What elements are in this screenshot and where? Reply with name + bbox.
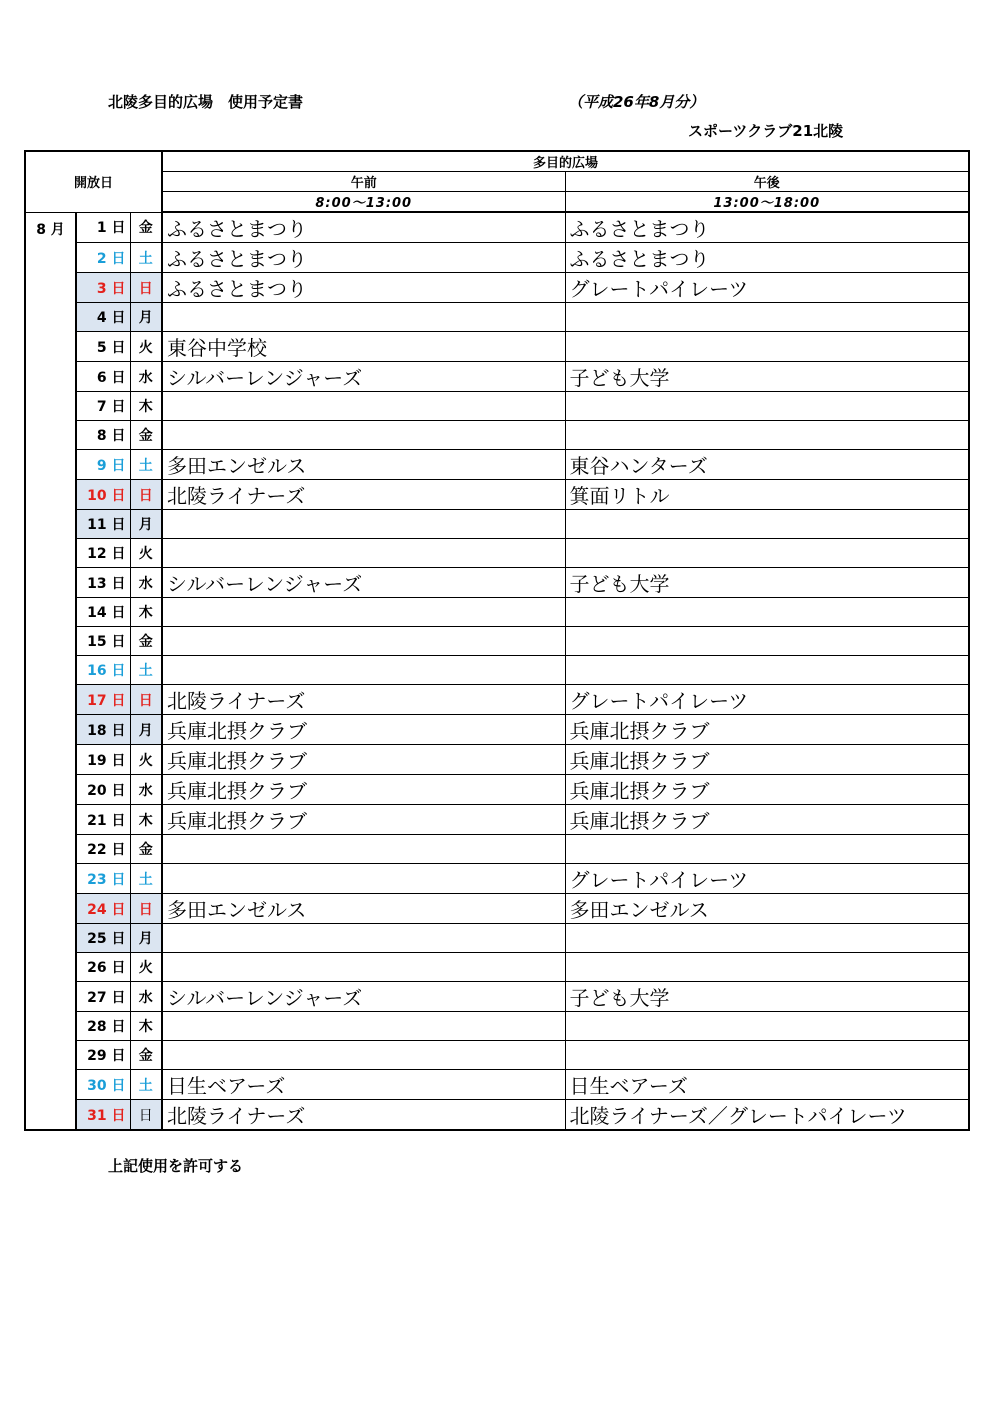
table-row (25, 568, 969, 598)
approval-note: 上記使用を許可する (108, 1157, 244, 1175)
day-number-cell (76, 598, 130, 627)
morning-header: 午前 (162, 172, 565, 192)
morning-booking (162, 421, 565, 450)
morning-booking (162, 392, 565, 421)
morning-booking (162, 627, 565, 656)
morning-booking (162, 924, 565, 953)
day-number-cell (76, 273, 130, 303)
day-suffix: 日 (111, 1107, 126, 1124)
day-suffix: 日 (111, 250, 126, 267)
afternoon-booking (565, 539, 969, 568)
day-suffix: 日 (111, 722, 126, 739)
day-number-cell (76, 568, 130, 598)
afternoon-booking: 兵庫北摂クラブ (565, 775, 969, 805)
day-number: 25 (87, 931, 107, 947)
document-title: 北陵多目的広場 使用予定書 (108, 93, 304, 111)
day-suffix: 日 (111, 1048, 126, 1064)
day-number-cell (76, 539, 130, 568)
day-number-cell (76, 392, 130, 421)
afternoon-booking (565, 1041, 969, 1070)
day-number: 18 (87, 722, 107, 739)
table-row (25, 627, 969, 656)
open-day-header: 開放日 (25, 151, 162, 212)
day-number-cell (76, 894, 130, 924)
day-of-week: 土 (130, 864, 162, 894)
afternoon-booking (565, 392, 969, 421)
day-suffix: 日 (111, 960, 126, 976)
afternoon-booking (565, 332, 969, 362)
afternoon-booking (565, 627, 969, 656)
table-row (25, 212, 969, 243)
day-number: 16 (87, 663, 107, 679)
afternoon-booking: 兵庫北摂クラブ (565, 715, 969, 745)
day-number-cell (76, 212, 130, 243)
day-number: 30 (87, 1077, 107, 1094)
day-of-week: 火 (130, 539, 162, 568)
table-row (25, 273, 969, 303)
morning-booking (162, 1041, 565, 1070)
day-suffix: 日 (111, 369, 126, 386)
day-number: 8 (96, 428, 107, 444)
morning-booking: シルバーレンジャーズ (162, 362, 565, 392)
day-number: 4 (96, 310, 107, 326)
morning-booking (162, 1012, 565, 1041)
table-row (25, 480, 969, 510)
day-number-cell (76, 924, 130, 953)
morning-booking (162, 656, 565, 685)
day-number-cell (76, 362, 130, 392)
day-number-cell (76, 627, 130, 656)
day-suffix: 日 (111, 517, 126, 533)
day-suffix: 日 (111, 575, 126, 592)
day-number-cell (76, 450, 130, 480)
morning-booking: 兵庫北摂クラブ (162, 715, 565, 745)
table-row (25, 1070, 969, 1100)
day-suffix: 日 (111, 1077, 126, 1094)
day-of-week: 水 (130, 982, 162, 1012)
header-row-period (25, 172, 969, 192)
day-number: 9 (96, 457, 107, 474)
morning-booking (162, 510, 565, 539)
morning-booking (162, 953, 565, 982)
afternoon-time-header: 13:00〜18:00 (565, 192, 969, 213)
day-of-week: 金 (130, 627, 162, 656)
day-number: 20 (87, 782, 107, 799)
morning-booking: 日生ベアーズ (162, 1070, 565, 1100)
day-number: 22 (87, 842, 107, 858)
afternoon-booking: 兵庫北摂クラブ (565, 805, 969, 835)
day-of-week: 金 (130, 835, 162, 864)
day-number-cell (76, 805, 130, 835)
day-number: 26 (87, 960, 107, 976)
day-suffix: 日 (111, 487, 126, 504)
day-of-week: 金 (130, 212, 162, 243)
afternoon-booking: 兵庫北摂クラブ (565, 745, 969, 775)
day-number: 19 (87, 752, 107, 769)
day-number-cell (76, 775, 130, 805)
morning-booking (162, 539, 565, 568)
day-number-cell (76, 480, 130, 510)
header-row-time (25, 192, 969, 213)
day-suffix: 日 (111, 931, 126, 947)
table-row (25, 450, 969, 480)
day-number-cell (76, 510, 130, 539)
day-suffix: 日 (111, 457, 126, 474)
morning-booking: ふるさとまつり (162, 273, 565, 303)
day-of-week: 月 (130, 303, 162, 332)
morning-booking: ふるさとまつり (162, 212, 565, 243)
day-number-cell (76, 835, 130, 864)
afternoon-booking: 多田エンゼルス (565, 894, 969, 924)
morning-booking: 北陵ライナーズ (162, 480, 565, 510)
table-row (25, 745, 969, 775)
table-row (25, 303, 969, 332)
day-suffix: 日 (111, 692, 126, 709)
day-suffix: 日 (111, 812, 126, 829)
day-number-cell (76, 715, 130, 745)
day-suffix: 日 (111, 339, 126, 356)
day-number-cell (76, 953, 130, 982)
day-of-week: 月 (130, 715, 162, 745)
schedule-table (24, 150, 970, 1131)
morning-booking: 兵庫北摂クラブ (162, 805, 565, 835)
morning-booking: シルバーレンジャーズ (162, 982, 565, 1012)
day-of-week: 木 (130, 392, 162, 421)
day-suffix: 日 (111, 546, 126, 562)
day-number: 5 (96, 339, 107, 356)
day-of-week: 水 (130, 362, 162, 392)
day-suffix: 日 (111, 634, 126, 650)
day-suffix: 日 (111, 399, 126, 415)
afternoon-booking: 箕面リトル (565, 480, 969, 510)
morning-booking (162, 864, 565, 894)
day-number-cell (76, 1070, 130, 1100)
day-number: 11 (87, 517, 107, 533)
organization-name: スポーツクラブ21北陵 (688, 122, 844, 140)
day-of-week: 火 (130, 745, 162, 775)
day-number: 3 (96, 280, 107, 297)
day-suffix: 日 (111, 901, 126, 918)
day-number-cell (76, 332, 130, 362)
afternoon-booking: 子ども大学 (565, 568, 969, 598)
day-number: 15 (87, 634, 107, 650)
day-number: 28 (87, 1019, 107, 1035)
table-row (25, 864, 969, 894)
afternoon-booking: 子ども大学 (565, 362, 969, 392)
day-number: 12 (87, 546, 107, 562)
table-row (25, 805, 969, 835)
facility-header: 多目的広場 (162, 151, 969, 172)
day-of-week: 火 (130, 332, 162, 362)
document-period: （平成26年8月分） (568, 93, 705, 111)
day-of-week: 月 (130, 924, 162, 953)
table-row (25, 924, 969, 953)
day-of-week: 土 (130, 243, 162, 273)
day-of-week: 日 (130, 273, 162, 303)
day-number-cell (76, 1012, 130, 1041)
header-row-facility (25, 151, 969, 172)
day-of-week: 水 (130, 568, 162, 598)
day-of-week: 木 (130, 1012, 162, 1041)
morning-booking: 北陵ライナーズ (162, 1100, 565, 1131)
table-row (25, 656, 969, 685)
day-number: 31 (87, 1107, 107, 1124)
day-suffix: 日 (111, 310, 126, 326)
day-of-week: 日 (130, 685, 162, 715)
day-suffix: 日 (111, 663, 126, 679)
day-suffix: 日 (111, 220, 126, 237)
morning-booking: シルバーレンジャーズ (162, 568, 565, 598)
day-number: 2 (96, 250, 107, 267)
day-number-cell (76, 745, 130, 775)
day-number-cell (76, 421, 130, 450)
afternoon-booking (565, 924, 969, 953)
day-number: 17 (87, 692, 107, 709)
day-of-week: 日 (130, 894, 162, 924)
day-of-week: 土 (130, 656, 162, 685)
afternoon-booking: ふるさとまつり (565, 243, 969, 273)
afternoon-booking: 子ども大学 (565, 982, 969, 1012)
day-number-cell (76, 864, 130, 894)
day-suffix: 日 (111, 989, 126, 1006)
afternoon-booking: グレートパイレーツ (565, 273, 969, 303)
day-of-week: 水 (130, 775, 162, 805)
afternoon-booking (565, 421, 969, 450)
table-row (25, 775, 969, 805)
day-suffix: 日 (111, 842, 126, 858)
day-of-week: 土 (130, 1070, 162, 1100)
afternoon-booking: 日生ベアーズ (565, 1070, 969, 1100)
day-number-cell (76, 243, 130, 273)
day-number: 29 (87, 1048, 107, 1064)
day-number: 10 (87, 487, 107, 504)
day-of-week: 木 (130, 598, 162, 627)
day-number-cell (76, 303, 130, 332)
day-of-week: 土 (130, 450, 162, 480)
afternoon-booking: ふるさとまつり (565, 212, 969, 243)
table-row (25, 894, 969, 924)
morning-booking (162, 303, 565, 332)
day-suffix: 日 (111, 871, 126, 888)
day-number-cell (76, 656, 130, 685)
month-cell: 8 月 (25, 212, 76, 1130)
day-number-cell (76, 685, 130, 715)
table-row (25, 243, 969, 273)
morning-booking (162, 835, 565, 864)
table-row (25, 715, 969, 745)
day-number: 6 (96, 369, 107, 386)
table-row (25, 982, 969, 1012)
table-row (25, 1041, 969, 1070)
day-of-week: 日 (130, 480, 162, 510)
day-number: 24 (87, 901, 107, 918)
day-of-week: 金 (130, 1041, 162, 1070)
morning-booking: 多田エンゼルス (162, 894, 565, 924)
day-number: 27 (87, 989, 107, 1006)
day-suffix: 日 (111, 782, 126, 799)
day-number: 23 (87, 871, 107, 888)
table-row (25, 598, 969, 627)
table-row (25, 539, 969, 568)
morning-booking: 兵庫北摂クラブ (162, 745, 565, 775)
table-row (25, 510, 969, 539)
day-number: 21 (87, 812, 107, 829)
day-number-cell (76, 982, 130, 1012)
day-of-week: 月 (130, 510, 162, 539)
day-suffix: 日 (111, 428, 126, 444)
day-suffix: 日 (111, 280, 126, 297)
afternoon-header: 午後 (565, 172, 969, 192)
day-of-week: 日 (130, 1100, 162, 1131)
morning-booking: ふるさとまつり (162, 243, 565, 273)
day-of-week: 木 (130, 805, 162, 835)
afternoon-booking (565, 598, 969, 627)
day-of-week: 火 (130, 953, 162, 982)
table-row (25, 685, 969, 715)
afternoon-booking (565, 303, 969, 332)
morning-booking: 北陵ライナーズ (162, 685, 565, 715)
morning-time-header: 8:00〜13:00 (162, 192, 565, 213)
day-number-cell (76, 1041, 130, 1070)
day-suffix: 日 (111, 605, 126, 621)
morning-booking: 東谷中学校 (162, 332, 565, 362)
morning-booking: 兵庫北摂クラブ (162, 775, 565, 805)
day-number: 1 (96, 220, 107, 237)
table-row (25, 332, 969, 362)
table-row (25, 1100, 969, 1131)
morning-booking (162, 598, 565, 627)
day-suffix: 日 (111, 1019, 126, 1035)
table-row (25, 1012, 969, 1041)
afternoon-booking (565, 835, 969, 864)
day-number: 7 (96, 399, 107, 415)
afternoon-booking: 北陵ライナーズ／グレートパイレーツ (565, 1100, 969, 1131)
table-row (25, 835, 969, 864)
afternoon-booking (565, 953, 969, 982)
table-row (25, 953, 969, 982)
afternoon-booking (565, 656, 969, 685)
afternoon-booking: グレートパイレーツ (565, 685, 969, 715)
morning-booking: 多田エンゼルス (162, 450, 565, 480)
afternoon-booking: グレートパイレーツ (565, 864, 969, 894)
table-row (25, 362, 969, 392)
table-row (25, 392, 969, 421)
day-number: 13 (87, 575, 107, 592)
day-number: 14 (87, 605, 107, 621)
day-number-cell (76, 1100, 130, 1131)
afternoon-booking (565, 1012, 969, 1041)
table-row (25, 421, 969, 450)
afternoon-booking (565, 510, 969, 539)
day-of-week: 金 (130, 421, 162, 450)
afternoon-booking: 東谷ハンターズ (565, 450, 969, 480)
day-suffix: 日 (111, 752, 126, 769)
